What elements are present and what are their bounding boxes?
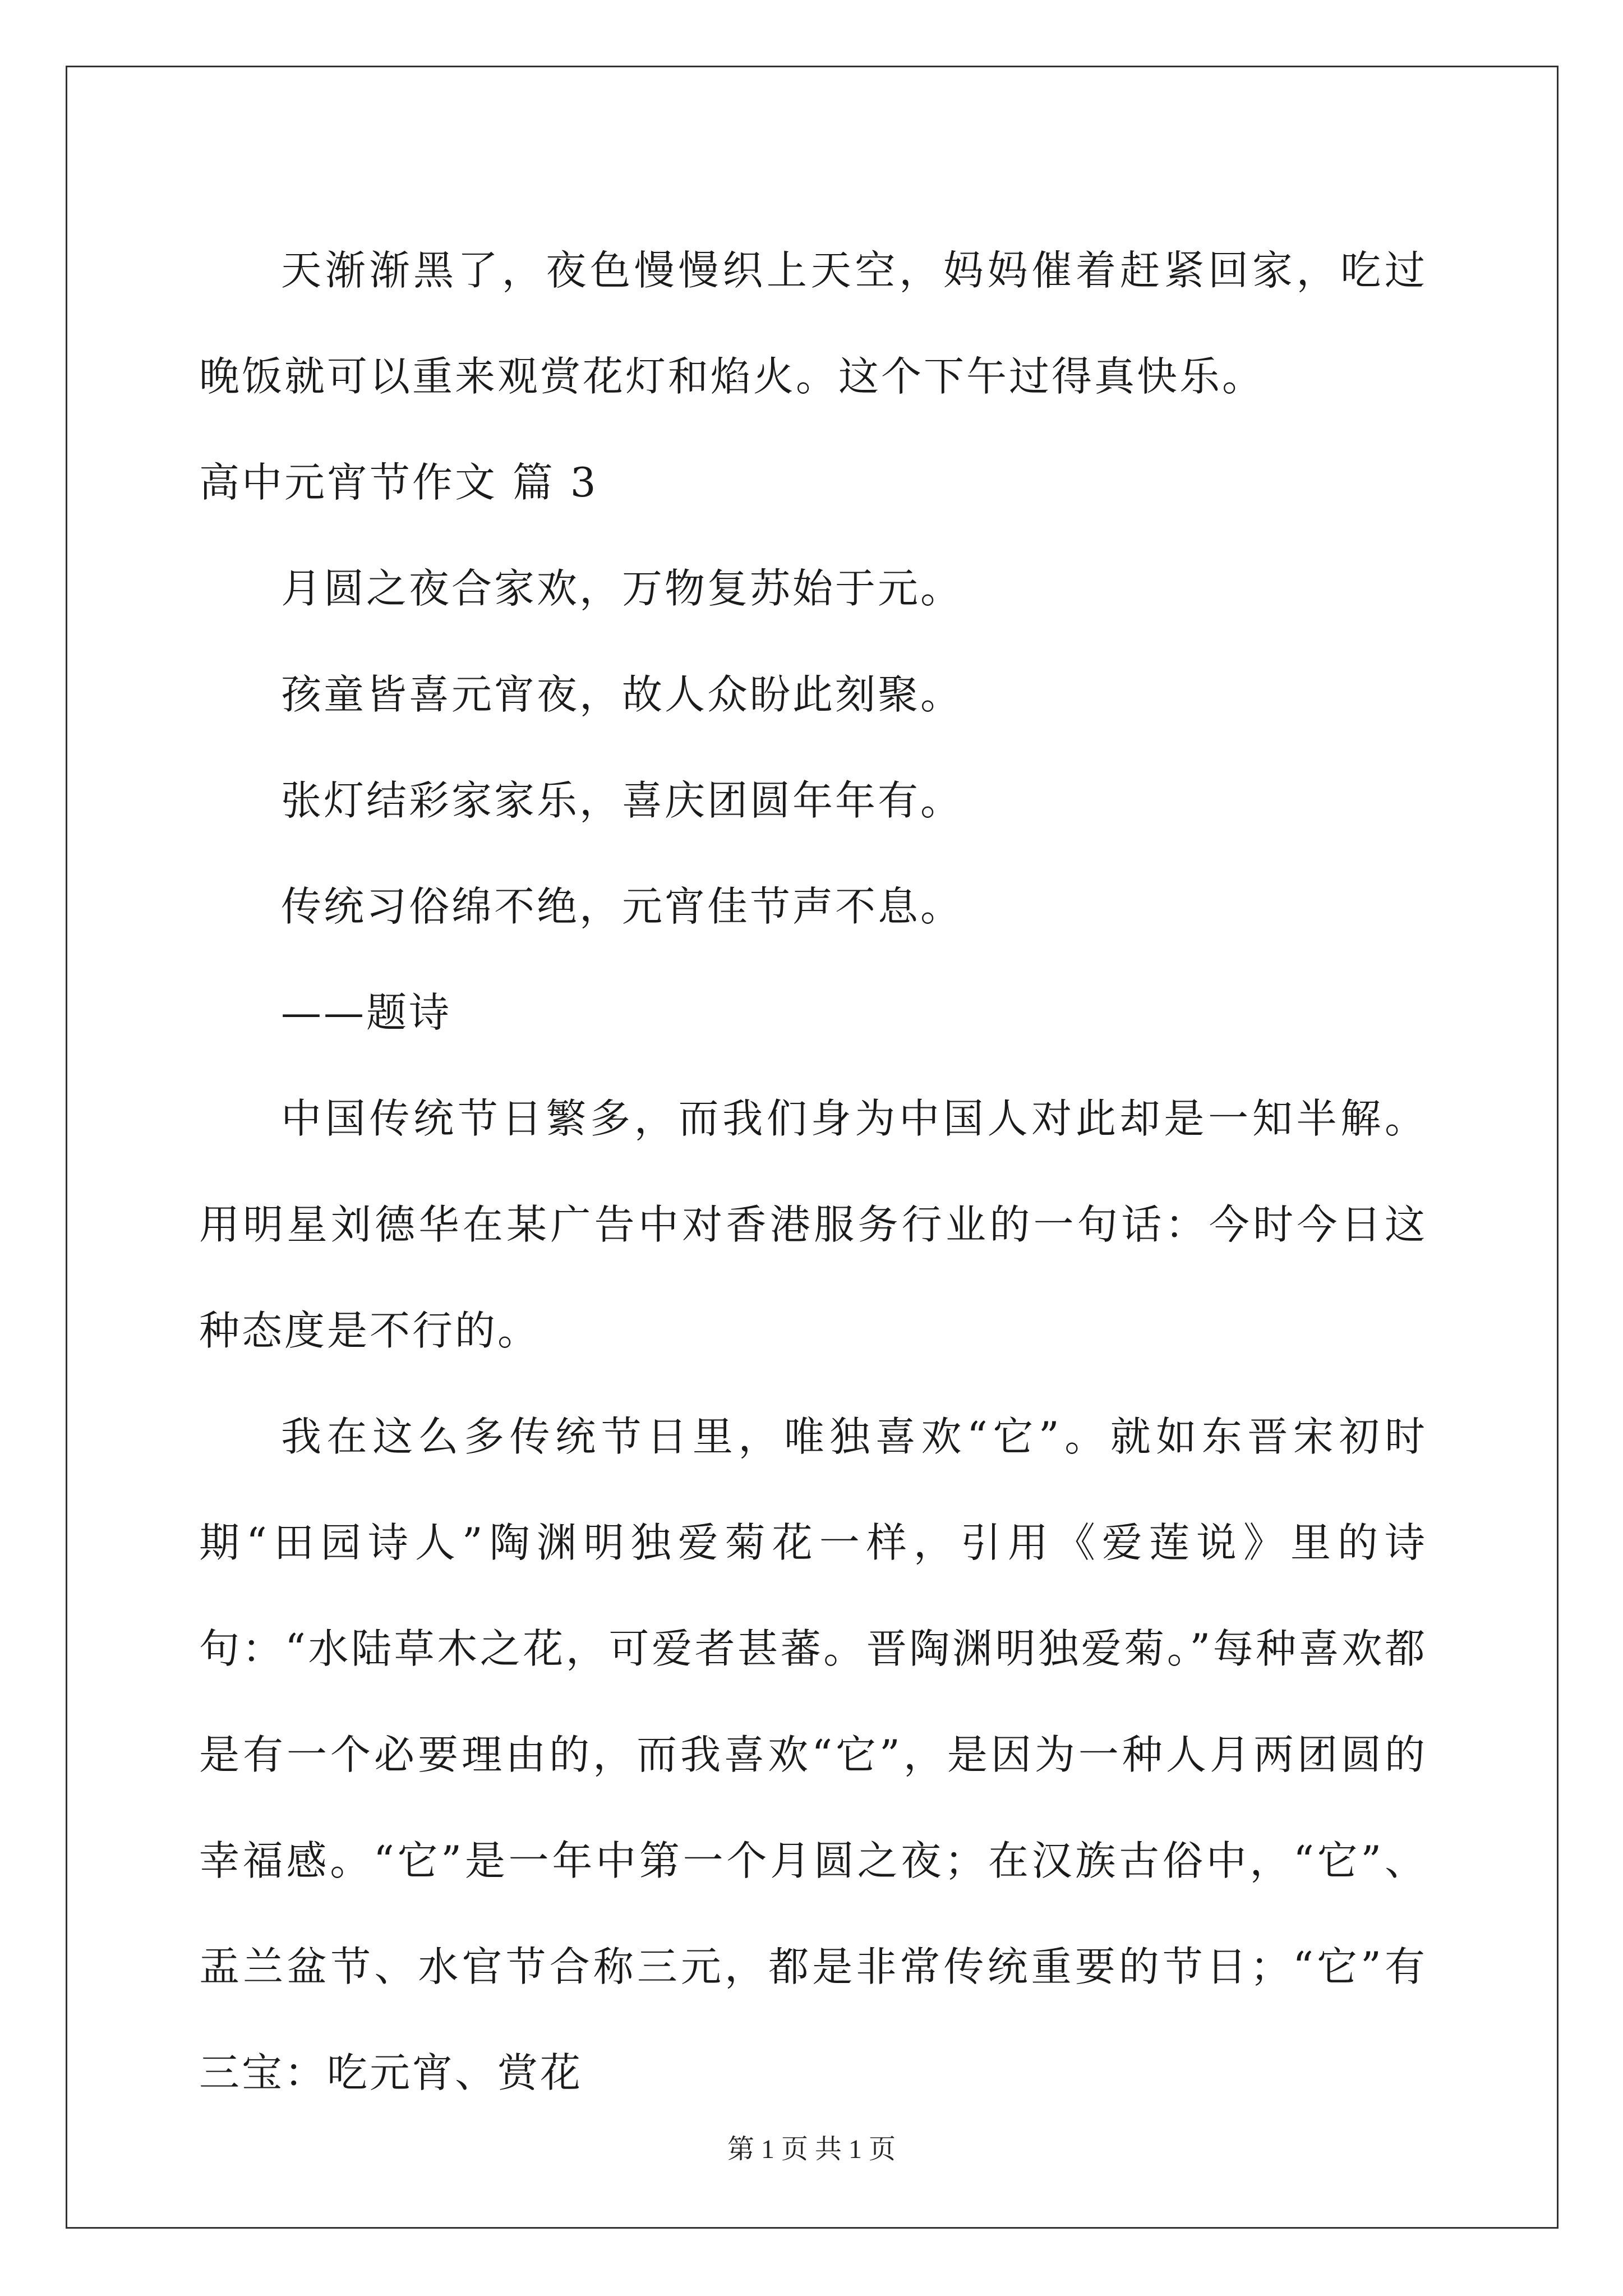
section-title: 高中元宵节作文 篇 3: [199, 459, 598, 506]
poem-attribution: ——题诗: [281, 989, 452, 1036]
poem-line: 张灯结彩家家乐，喜庆团圆年年有。: [281, 777, 963, 824]
poem-line: 月圆之夜合家欢，万物复苏始于元。: [281, 565, 963, 612]
page-number: 第 1 页 共 1 页: [727, 2134, 896, 2164]
paragraph: 我在这么多传统节日里，唯独喜欢“它”。就如东晋宋初时期“田园诗人”陶渊明独爱菊花一样，引用《爱莲说》里的诗句：“水陆草木之花，可爱者甚蕃。晋陶渊明独爱菊。”每种喜欢都是有一个必要理由的，而我喜欢“它”，是因为一种人月两团圆的幸福感。“它”是一年中第一个月圆之夜；在汉族古俗中，“它”、盂兰盆节、水官节合称三元，都是非常传统重要的节日；“它”有三宝：吃元宵、赏花: [199, 1413, 1427, 2096]
paragraph: 中国传统节日繁多，而我们身为中国人对此却是一知半解。用明星刘德华在某广告中对香港服务行业的一句话：今时今日这种态度是不行的。: [199, 1095, 1427, 1354]
poem-line: 传统习俗绵不绝，元宵佳节声不息。: [281, 883, 963, 930]
document-body: [199, 218, 1427, 2126]
poem-line: 孩童皆喜元宵夜，故人众盼此刻聚。: [281, 671, 963, 718]
paragraph: 天渐渐黑了，夜色慢慢织上天空，妈妈催着赶紧回家，吃过晚饭就可以重来观赏花灯和焰火。这个下午过得真快乐。: [199, 247, 1427, 400]
